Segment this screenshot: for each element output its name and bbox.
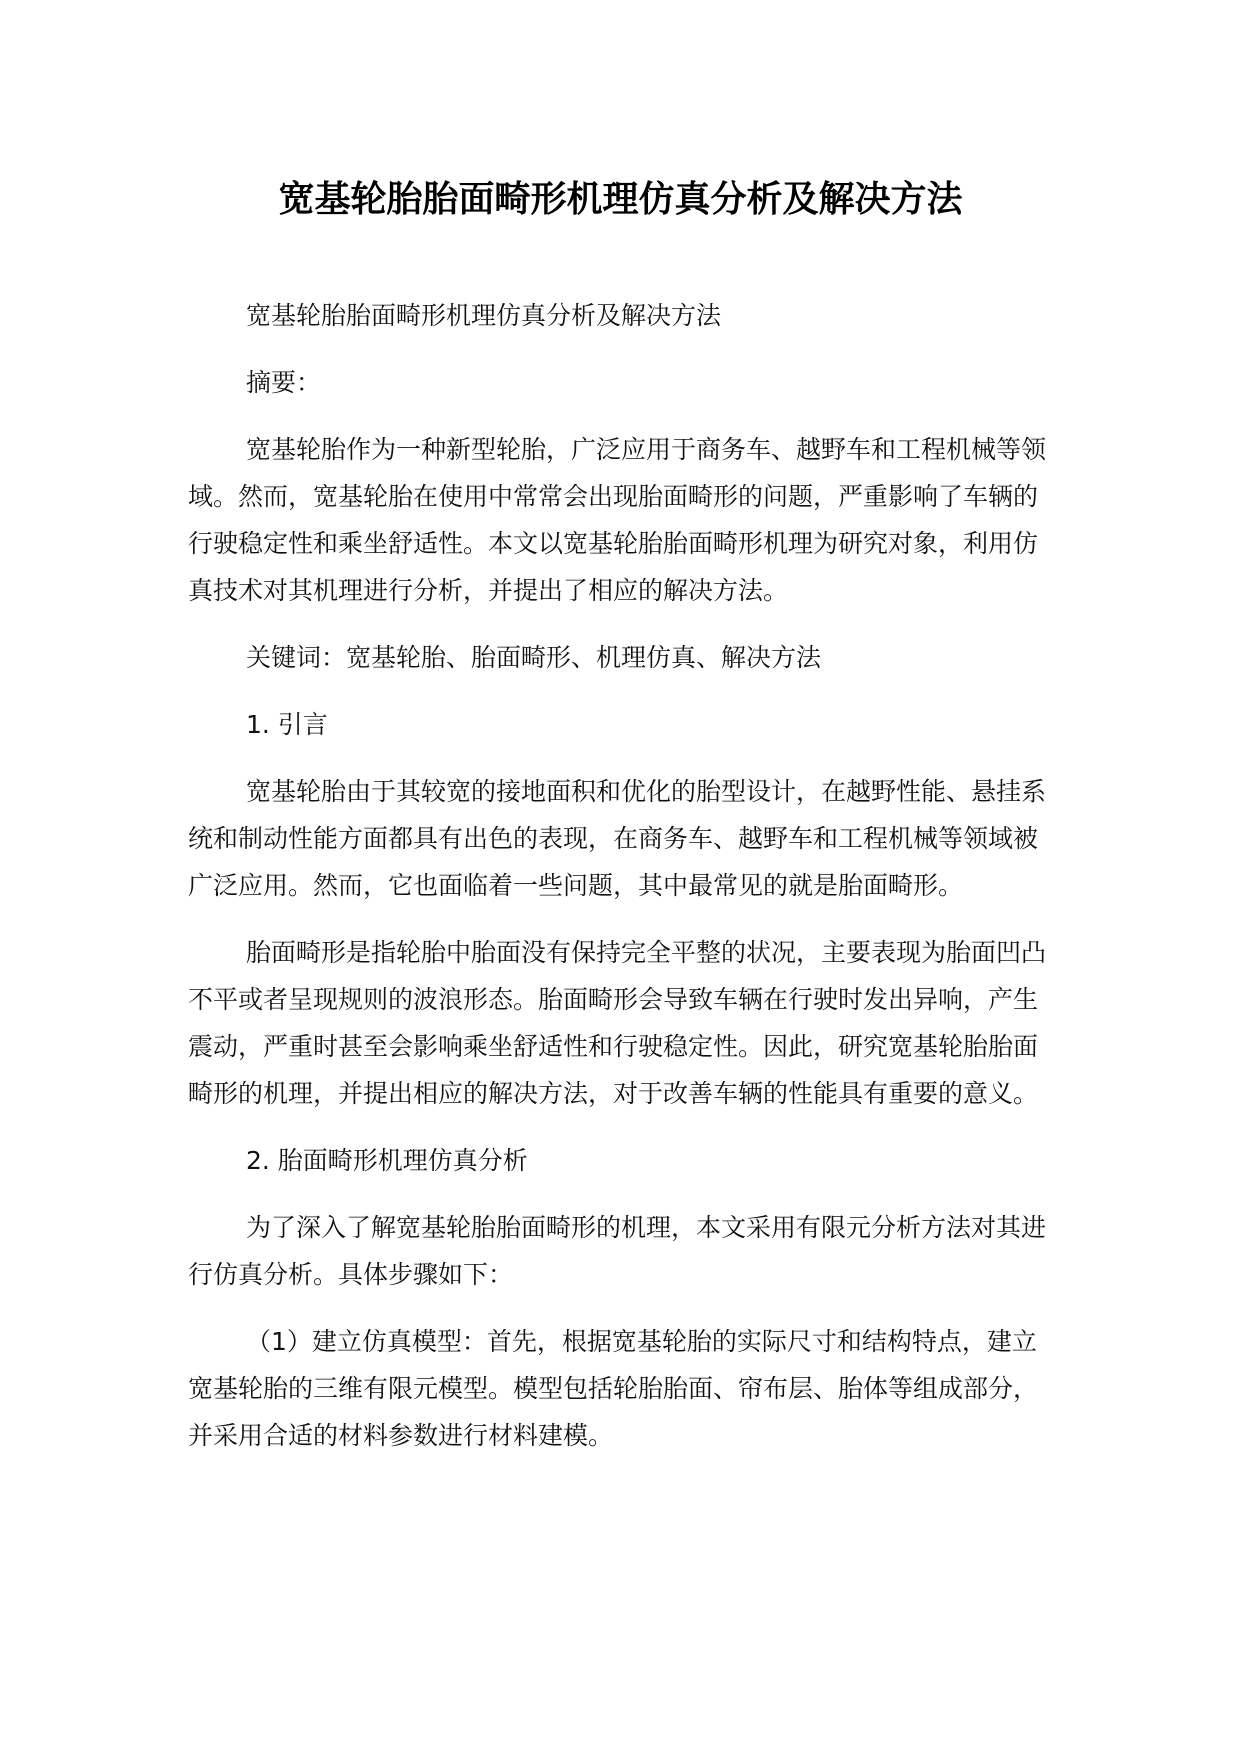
abstract-label: 摘要： [246,368,322,397]
section-1-paragraph-1: 宽基轮胎由于其较宽的接地面积和优化的胎型设计，在越野性能、悬挂系统和制动性能方面都具有出色的表现，在商务车、越野车和工程机械等领域被广泛应用。然而，它也面临着一些问题，其中最常见的就是胎面畸形。 [188,777,1047,900]
document-body [188,292,1048,1479]
section-2-heading: 2. 胎面畸形机理仿真分析 [246,1146,528,1175]
section-1-paragraph-2: 胎面畸形是指轮胎中胎面没有保持完全平整的状况，主要表现为胎面凹凸不平或者呈现规则的波浪形态。胎面畸形会导致车辆在行驶时发出异响，产生震动，严重时甚至会影响乘坐舒适性和行驶稳定性。因此，研究宽基轮胎胎面畸形的机理，并提出相应的解决方法，对于改善车辆的性能具有重要的意义。 [188,938,1047,1108]
document-title: 宽基轮胎胎面畸形机理仿真分析及解决方法 [278,179,963,220]
section-2-step-1: （1）建立仿真模型：首先，根据宽基轮胎的实际尺寸和结构特点，建立宽基轮胎的三维有限元模型。模型包括轮胎胎面、帘布层、胎体等组成部分，并采用合适的材料参数进行材料建模。 [188,1327,1039,1450]
abstract-paragraph: 宽基轮胎作为一种新型轮胎，广泛应用于商务车、越野车和工程机械等领域。然而，宽基轮胎在使用中常常会出现胎面畸形的问题，严重影响了车辆的行驶稳定性和乘坐舒适性。本文以宽基轮胎胎面畸形机理为研究对象，利用仿真技术对其机理进行分析，并提出了相应的解决方法。 [188,435,1047,605]
section-1-heading: 1. 引言 [246,710,328,739]
section-2-paragraph-1: 为了深入了解宽基轮胎胎面畸形的机理，本文采用有限元分析方法对其进行仿真分析。具体步骤如下： [188,1213,1047,1289]
keywords-paragraph: 关键词：宽基轮胎、胎面畸形、机理仿真、解决方法 [246,643,822,672]
subtitle-paragraph: 宽基轮胎胎面畸形机理仿真分析及解决方法 [246,301,722,330]
